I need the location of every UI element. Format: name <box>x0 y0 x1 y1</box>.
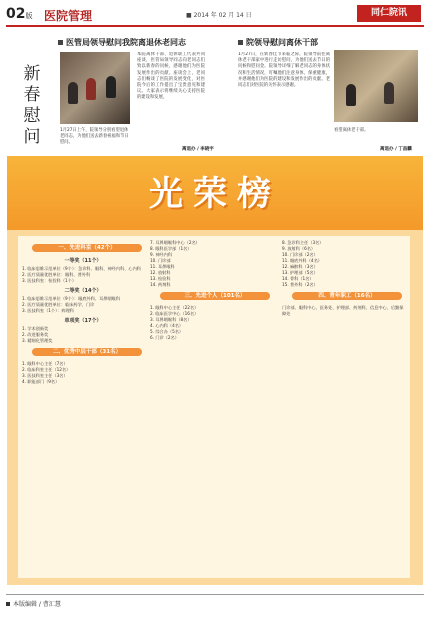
honor-entry: 11. 眼底外科（4名） <box>282 258 322 263</box>
photo-figure <box>346 84 356 106</box>
honor-category-label: 一、先进科室（42个） <box>32 244 142 252</box>
honor-entry: 3. 医技科室：检验科（1个） <box>22 278 77 283</box>
honor-entry: 2. 改进服务奖 <box>22 332 49 337</box>
page-footer: 本版编辑 / 曹汇慧 <box>6 599 61 608</box>
right-article-photo <box>334 50 418 122</box>
honor-entry: 4. 心内科（4名） <box>150 323 184 328</box>
honor-subgroup: 二等奖（14个） <box>64 288 102 294</box>
honor-entry: 1. 学术创新奖 <box>22 326 49 331</box>
honor-entry: 2. 临床科室主任（12名） <box>22 367 71 372</box>
honor-entry: 10. 门诊部 <box>150 258 171 263</box>
honor-entry: 5. 综合办（5名） <box>150 329 184 334</box>
left-article-photo <box>60 52 130 124</box>
honor-entry: 13. 检验科 <box>150 276 171 281</box>
honor-column-2 <box>150 240 272 341</box>
right-article-body: 1月27日，在新春佳节来临之际，院领导前往离休老干部家中进行走访慰问，为他们送去节日的问候和慰问金。院领导详细了解老同志的身体状况和生活情况，叮嘱他们注意身体，保重健康，并感谢他们为医院的建设和发展作出的贡献。老同志们对医院的关怀表示感谢。 <box>238 52 330 89</box>
right-article-byline: 离退办 / 丁昌麟 <box>380 147 412 152</box>
honor-entry: 8. 眼科医学部（1名） <box>150 246 192 251</box>
honor-entry: 3. 医技科室（1个）：病理科 <box>22 308 74 313</box>
honor-entry: 3. 精细化管理奖 <box>22 338 53 343</box>
honor-entry: 3. 耳鼻咽喉科（8名） <box>150 317 192 322</box>
right-article-title: 院领导慰问离休干部 <box>238 37 318 48</box>
page-number: 02版 <box>6 6 33 22</box>
footer-rule <box>6 594 424 595</box>
honor-column-1 <box>22 240 144 385</box>
honor-entry: 1. 眼科中心主任（7名） <box>22 361 68 366</box>
right-photo-caption: 看望离休老干部。 <box>334 128 369 133</box>
honor-entry: 13. 护理部（5名） <box>282 270 318 275</box>
honor-category <box>22 243 144 253</box>
left-photo-caption: 1月27日上午，院领导分别看望退休老同志，为他们送去新春祝福和节日慰问。 <box>60 128 129 145</box>
honor-entry: 4. 职能部门（9名） <box>22 379 60 384</box>
honor-entry: 9. 神经内科 <box>150 252 173 257</box>
section-title: 医院管理 <box>44 9 93 23</box>
honor-entry: 12. 放射科 <box>150 270 171 275</box>
honor-entry: 14. 骨科（1名） <box>282 276 314 281</box>
honor-category-label: 四、青年职工（16名） <box>292 292 402 300</box>
honor-banner <box>7 156 423 230</box>
photo-figure <box>384 82 394 104</box>
honor-entry: 14. 药剂科 <box>150 282 171 287</box>
honor-entry: 15. 普外科（2名） <box>282 282 318 287</box>
honor-entry: 2. 医疗质量优胜单位：临床药学、门诊 <box>22 302 95 307</box>
honor-entry: 10. 门诊部（2名） <box>282 252 318 257</box>
honor-entry: 6. 门诊（2名） <box>150 335 179 340</box>
header-rule <box>6 25 424 27</box>
honor-subgroup: 单项奖（17个） <box>64 318 102 324</box>
honor-entry: 1. 临床思维示范单位（9个）：眼底外科、耳鼻咽喉科 <box>22 296 121 301</box>
honor-entry: 9. 放射科（6名） <box>282 246 316 251</box>
issue-date: ■ 2014 年 02 月 14 日 <box>186 12 252 19</box>
left-article-byline: 离退办 / 李晓宇 <box>182 147 214 152</box>
honor-column-3 <box>282 240 404 317</box>
honor-entry: 2. 临床医学中心（16名） <box>150 311 199 316</box>
honor-category <box>150 291 272 301</box>
honor-category <box>22 347 144 357</box>
left-article-title: 医管局领导慰问我院离退休老同志 <box>58 37 186 48</box>
honor-subgroup: 一等奖（11个） <box>64 258 102 264</box>
left-article-body: 本院离休干部、退休职工代表共同座谈，医管局领导同志向老同志们致以新春的问候，感谢他们为医院发展作出的贡献。座谈会上，老同志们畅谈了医院的发展变化，对医院今后的工作提出了宝贵意见和建议。大家表示将继续关心支持医院的建设和发展。 <box>137 52 205 101</box>
honor-category-label: 三、先进个人（101名） <box>160 292 270 300</box>
photo-figure <box>68 82 78 104</box>
banner-title: 光荣榜 <box>149 174 281 214</box>
honor-entry: 3. 医技科室主任（3名） <box>22 373 68 378</box>
honor-entry: 1. 眼科中心主任（22名） <box>150 305 199 310</box>
honor-category <box>282 291 404 301</box>
photo-figure <box>86 78 96 100</box>
honor-entry: 11. 耳鼻喉科 <box>150 264 175 269</box>
honor-entry: 7. 耳鼻咽喉科中心（2名） <box>150 240 200 245</box>
page-header <box>0 0 430 30</box>
honor-category-label: 二、优秀中层干部（31名） <box>32 348 142 356</box>
vertical-heading: 新春慰问 <box>23 64 41 147</box>
photo-figure <box>106 76 116 98</box>
newspaper-logo: 同仁院讯 <box>357 5 421 22</box>
honor-entry: 12. 麻醉科（3名） <box>282 264 318 269</box>
honor-entry: 8. 急诊科主任（3名） <box>282 240 324 245</box>
honor-entry: 2. 医疗质量优胜单位：眼科、普外科 <box>22 272 91 277</box>
honor-entry: 门诊部、眼科中心、医务处、护理部、药剂科、信息中心、后勤保障处 <box>282 305 404 316</box>
honor-entry: 1. 临床思维示范单位（9个）：急诊科、眼科、神经内科、心内科 <box>22 266 141 271</box>
